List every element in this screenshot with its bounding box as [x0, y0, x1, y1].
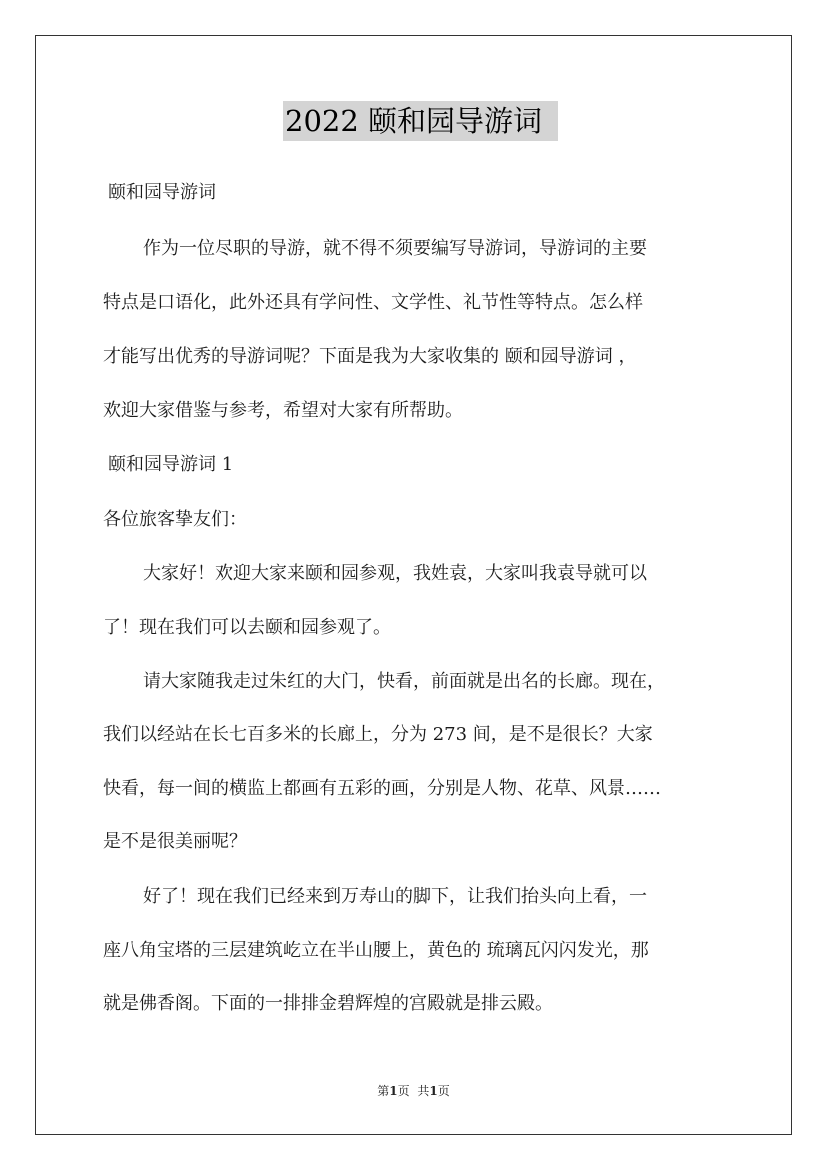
paragraph-line: 作为一位尽职的导游，就不得不须要编写导游词，导游词的主要	[143, 238, 647, 259]
paragraph-line: 快看，每一间的横监上都画有五彩的画，分别是人物、花草、风景……	[103, 778, 661, 799]
page-number: 1	[389, 1084, 398, 1098]
paragraph-line: 请大家随我走过朱红的大门，快看，前面就是出名的长廊。现在，	[143, 671, 665, 692]
document-title: 2022 颐和园导游词	[283, 101, 558, 141]
section-heading: 颐和园导游词 1	[108, 454, 234, 475]
total-suffix: 页	[437, 1084, 450, 1098]
total-prefix: 共	[417, 1084, 430, 1098]
page-suffix: 页	[397, 1084, 410, 1098]
paragraph-line: 我们以经站在长七百多米的长廊上，分为 273 间，是不是很长？大家	[103, 724, 653, 745]
paragraph-line: 是不是很美丽呢？	[103, 831, 247, 852]
page-footer	[0, 1083, 827, 1099]
paragraph-line: 才能写出优秀的导游词呢？下面是我为大家收集的 颐和园导游词 ，	[103, 346, 637, 367]
paragraph-line: 座八角宝塔的三层建筑屹立在半山腰上，黄色的 琉璃瓦闪闪发光，那	[103, 940, 649, 961]
total-pages: 1	[429, 1084, 438, 1098]
paragraph-line: 大家好！欢迎大家来颐和园参观，我姓袁，大家叫我袁导就可以	[143, 563, 647, 584]
page-prefix: 第	[377, 1084, 390, 1098]
paragraph-line: 欢迎大家借鉴与参考，希望对大家有所帮助。	[103, 400, 463, 421]
subtitle-line: 颐和园导游词	[108, 182, 216, 203]
paragraph-line: 特点是口语化，此外还具有学问性、文学性、礼节性等特点。怎么样	[103, 292, 643, 313]
paragraph-line: 好了！现在我们已经来到万寿山的脚下，让我们抬头向上看，一	[143, 886, 647, 907]
greeting-line: 各位旅客挚友们：	[103, 509, 247, 530]
paragraph-line: 了！现在我们可以去颐和园参观了。	[103, 617, 391, 638]
paragraph-line: 就是佛香阁。下面的一排排金碧辉煌的宫殿就是排云殿。	[103, 993, 553, 1014]
